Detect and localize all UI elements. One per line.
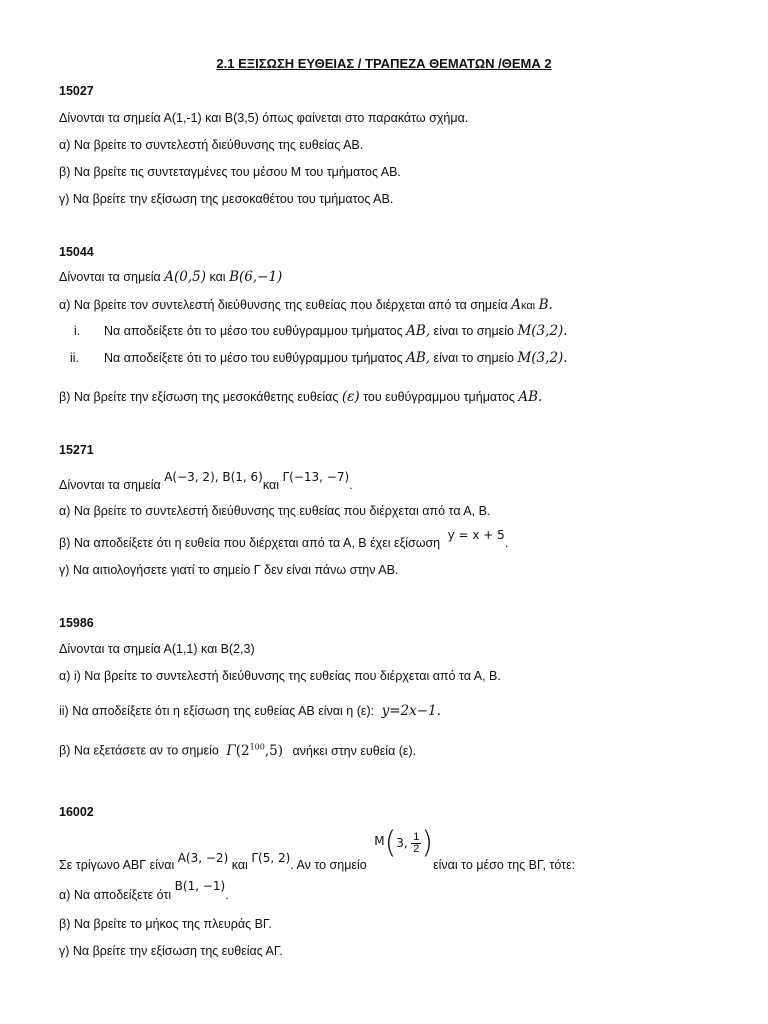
and-word: και	[209, 270, 226, 284]
subpart-i-number: i.	[74, 324, 81, 338]
part-a-ii-text: ii) Να αποδείξετε ότι η εξίσωση της ευθείας ΑΒ είναι η (ε):	[59, 704, 375, 718]
subpart-ii-text-1: Να αποδείξετε ότι το μέσο του ευθύγραμμου τμήματος	[104, 351, 403, 365]
point-g-coords: $(2^{100},5)$	[235, 742, 284, 759]
left-paren: (	[384, 825, 397, 861]
point-m-expression	[374, 825, 434, 861]
line-equation: y = x + 5	[447, 528, 505, 542]
period: .	[225, 888, 229, 902]
point-m: M(3,2).	[517, 350, 568, 366]
and-word: και	[262, 478, 279, 492]
problem-15027-intro: Δίνονται τα σημεία Α(1,-1) και Β(3,5) όπως φαίνεται στο παρακάτω σχήμα.	[59, 111, 469, 125]
problem-15986-part-b	[59, 738, 416, 760]
subpart-ii-number: ii.	[70, 351, 80, 365]
part-a-text: α) Να βρείτε τον συντελεστή διεύθυνσης της ευθείας που διέρχεται από τα σημεία	[59, 298, 508, 312]
part-b-text: β) Να αποδείξετε ότι η ευθεία που διέρχεται από τα Α, Β έχει εξίσωση	[59, 536, 441, 550]
problem-15044-part-a	[59, 296, 553, 315]
intro-text-3: είναι το μέσο της ΒΓ, τότε:	[433, 857, 576, 872]
intro-text-2: . Αν το σημείο	[290, 857, 367, 872]
problem-15027-part-b: β) Να βρείτε τις συντεταγμένες του μέσου Μ του τμήματος ΑΒ.	[59, 165, 401, 179]
problem-15986-part-a-ii	[59, 702, 441, 720]
problem-15027-part-c: γ) Να βρείτε την εξίσωση της μεσοκαθέτου του τμήματος ΑΒ.	[59, 192, 394, 206]
problem-15044-intro	[59, 268, 282, 286]
problem-15271-part-b	[59, 528, 508, 556]
problem-code-15027: 15027	[59, 84, 94, 98]
intro-text: Σε τρίγωνο ΑΒΓ είναι	[59, 857, 175, 872]
problem-15271-intro	[59, 470, 353, 498]
subpart-i-text	[104, 322, 568, 340]
problem-15986-intro: Δίνονται τα σημεία Α(1,1) και Β(2,3)	[59, 642, 255, 656]
part-b-text-1: β) Να βρείτε την εξίσωση της μεσοκάθετης ευθείας	[59, 390, 339, 404]
problem-code-15044: 15044	[59, 245, 94, 259]
problem-code-15271: 15271	[59, 443, 94, 457]
point-m: M(3,2).	[517, 323, 568, 339]
document-title: 2.1 ΕΞΙΣΩΣΗ ΕΥΘΕΙΑΣ / ΤΡΑΠΕΖΑ ΘΕΜΑΤΩΝ /ΘΕΜΑ 2	[216, 56, 552, 71]
problem-16002-part-c: γ) Να βρείτε την εξίσωση της ευθείας ΑΓ.	[59, 944, 283, 958]
fraction-one-half	[411, 832, 421, 855]
segment-ab: AB.	[518, 389, 543, 405]
problem-16002-part-b: β) Να βρείτε το μήκος της πλευράς ΒΓ.	[59, 917, 272, 931]
point-g: Γ(5, 2)	[251, 850, 291, 865]
and-word: και	[231, 857, 248, 872]
intro-text: Δίνονται τα σημεία	[59, 270, 161, 284]
point-b-label: B.	[538, 297, 553, 313]
point-m-x: 3,	[396, 835, 408, 850]
point-a: A(3, −2)	[177, 850, 229, 865]
problem-15271-part-c: γ) Να αιτιολογήσετε γιατί το σημείο Γ δεν είναι πάνω στην ΑΒ.	[59, 563, 399, 577]
problem-15986-part-a-i: α) i) Να βρείτε το συντελεστή διεύθυνσης της ευθείας που διέρχεται από τα Α, Β.	[59, 669, 501, 683]
segment-ab: AB,	[406, 323, 431, 339]
power-exponent: 100	[249, 742, 265, 751]
fraction-denominator: 2	[413, 843, 420, 855]
problem-16002-intro	[59, 825, 576, 874]
point-a: A(0,5)	[164, 269, 206, 285]
point-g: Γ(−13, −7)	[282, 470, 350, 484]
and-word: και	[520, 300, 536, 312]
point-g-label: Γ	[226, 742, 236, 759]
part-b-text-2: ανήκει στην ευθεία (ε).	[292, 743, 417, 758]
subpart-ii-text-2: είναι το σημείο	[433, 351, 514, 365]
point-g-y: ,5	[264, 742, 278, 759]
point-a-label: A	[511, 297, 521, 313]
subpart-i-text-1: Να αποδείξετε ότι το μέσο του ευθύγραμμου τμήματος	[104, 324, 403, 338]
subpart-ii-text	[104, 349, 568, 367]
subpart-i-text-2: είναι το σημείο	[433, 324, 514, 338]
intro-text: Δίνονται τα σημεία	[59, 478, 161, 492]
period: .	[349, 478, 353, 492]
problem-15027-part-a: α) Να βρείτε το συντελεστή διεύθυνσης της ευθείας ΑΒ.	[59, 138, 364, 152]
points-a-b: A(−3, 2), B(1, 6)	[164, 470, 263, 484]
problem-code-15986: 15986	[59, 616, 94, 630]
power-base: 2	[241, 742, 250, 759]
problem-15271-part-a: α) Να βρείτε το συντελεστή διεύθυνσης της ευθείας που διέρχεται από τα Α, Β.	[59, 504, 491, 518]
part-b-text-1: β) Να εξετάσετε αν το σημείο	[59, 743, 219, 758]
problem-15044-part-b	[59, 388, 542, 406]
point-b: B(6,−1)	[229, 269, 283, 285]
point-m-label: M	[374, 834, 385, 848]
problem-16002-part-a	[59, 880, 229, 908]
fraction-numerator: 1	[413, 831, 420, 843]
line-equation: y=2x−1.	[381, 703, 441, 719]
segment-ab: AB,	[406, 350, 431, 366]
line-epsilon: (ε)	[341, 389, 360, 405]
point-b: B(1, −1)	[174, 879, 226, 893]
right-paren: )	[421, 825, 434, 861]
problem-code-16002: 16002	[59, 805, 94, 819]
part-a-text: α) Να αποδείξετε ότι	[59, 888, 172, 902]
period: .	[504, 536, 509, 550]
part-b-text-2: του ευθύγραμμου τμήματος	[363, 390, 515, 404]
